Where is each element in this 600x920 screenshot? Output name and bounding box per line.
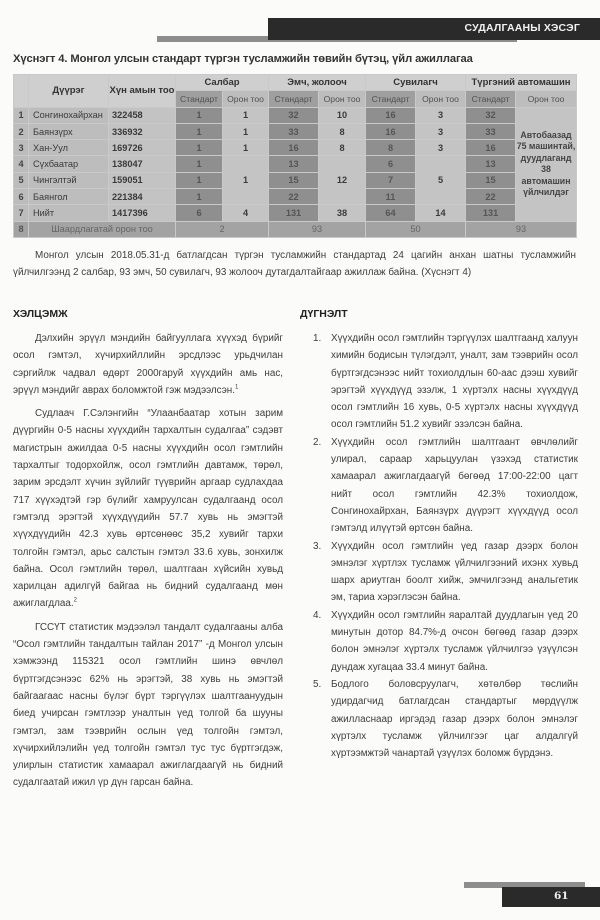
doctor-positions-merged: 12 xyxy=(319,156,366,205)
branch-standard: 6 xyxy=(176,205,223,221)
population-value: 1417396 xyxy=(109,205,176,221)
nurse-standard: 7 xyxy=(366,172,416,188)
item-number: 5. xyxy=(313,678,322,690)
table-row xyxy=(14,189,577,205)
header-index xyxy=(14,75,29,108)
item-text: Хүүхдийн осол гэмтлийн тэргүүлэх шалтгаанд халуун химийн бодисын түлэгдэлт, уналт, зам тээврийн осол бүртгэгдсэнээс нийт тохиолдлын 60-аас дээш хувийг эрэгтэй хүүхдүүд эзэлж, 1 хүртэлх насны хүүхдүүд осол гэмтлийн 16 хувь, 0-5 хүртэлх насны хүүхдүүд осол гэмтлийн 51.2 хувийг эзэлсэн байна. xyxy=(331,333,578,431)
population-value: 336932 xyxy=(109,123,176,139)
nurse-positions: 3 xyxy=(416,107,466,123)
table-row xyxy=(14,156,577,172)
branch-standard: 1 xyxy=(176,123,223,139)
page-number: 61 xyxy=(554,890,569,902)
discussion-paragraph xyxy=(13,405,283,613)
subheader-standard: Стандарт xyxy=(366,91,416,107)
doctor-standard: 15 xyxy=(269,172,319,188)
subheader-positions: Орон тоо xyxy=(516,91,577,107)
subheader-positions: Орон тоо xyxy=(223,91,269,107)
branch-standard: 1 xyxy=(176,189,223,205)
header-population: Хүн амын тоо xyxy=(109,75,176,108)
branch-positions: 4 xyxy=(223,205,269,221)
header-district: Дүүрэг xyxy=(29,75,109,108)
header-doctor-driver: Эмч, жолооч xyxy=(269,75,366,91)
item-text: Хүүхдийн осол гэмтлийн яаралтай дуудлагын үед 20 минутын дотор 84.7%-д очсон бөгөөд газар дээрх болон эмнэлэг хүртэлх тусламж үйлчилгээ үзүүлсэн дундаж хугацаа 33.4 минут байна. xyxy=(331,609,578,673)
nurse-standard: 16 xyxy=(366,123,416,139)
required-label: Шаардлагатай орон тоо xyxy=(29,221,176,237)
item-number: 3. xyxy=(313,540,322,552)
header-nurse: Сувилагч xyxy=(366,75,466,91)
required-doctor: 93 xyxy=(269,221,366,237)
row-index: 5 xyxy=(14,172,29,188)
population-value: 159051 xyxy=(109,172,176,188)
subheader-standard: Стандарт xyxy=(176,91,223,107)
paragraph-text: ГССҮТ статистик мэдээлэл тандалт судалгааны алба “Осол гэмтлийн тандалтын тайлан 2017” -д Монгол улсын хэмжээнд 115321 осол гэмтлийн шинэ өвчлөл бүртгэгдсэнээс 62% нь эрэгтэй, 38 хувь нь эмэгтэй байгаагаас насны бүлэг бүрт тэргүүлэх шалтгаануудын биед учирсан гэмтлээр уналтын үед толгой ба шууны гэмтэл, зам тээврийн ослын үед толгойн гэмтэл, хүчирхийлэлийн үед толгойн гэмтэл тус тус бүртгэгдэж, улирлын статистик хамаарал ажиглагдаагүй нь бидний судалгаатай ижил үр дүн гарсан байна. xyxy=(13,621,283,789)
doctor-positions: 38 xyxy=(319,205,366,221)
branch-standard: 1 xyxy=(176,140,223,156)
nurse-standard: 8 xyxy=(366,140,416,156)
district-name: Баянгол xyxy=(29,189,109,205)
branch-positions: 1 xyxy=(223,107,269,123)
paragraph-text: Судлаач Г.Сэлэнгийн “Улаанбаатар хотын зарим дүүргийн 0-5 насны хүүхдийн тархалтын судалгаа” сэдэвт магистрын ажилдаа 0-5 насны хүүхдийн осол гэмтлийн тархалтыг тодорхойлж, осол гэмтлийн давтамж, төрөл, зарим эрсдэлт хүчин зүйлийг түүврийн аргаар судлахдаа 717 хүүхэдтэй гэр бүлийг хамруулсан судалгаанд осол гэмтэлд эрэгтэй хүүхдүүдийн 57.7 хувь нь эмэгтэй хүүхдүүдийн 42.3 хувь өртсөнөөс 35,2 хувийг тархи толгойн гэмтэл, арьс салстын гэмтэл 33.6 хувь, зонхилж байна. Осол гэмтлийн төрөл, шалтгаан хүйсийн хувьд харилцан адилгүй байгаа нь бидний судалгаанд мөн ажиглагдлаа. xyxy=(13,408,283,610)
ambulance-standard: 22 xyxy=(466,189,516,205)
item-number: 1. xyxy=(313,333,322,344)
footnote-ref: 2 xyxy=(73,598,78,605)
subheader-positions: Орон тоо xyxy=(416,91,466,107)
population-value: 138047 xyxy=(109,156,176,172)
subheader-standard: Стандарт xyxy=(466,91,516,107)
conclusion-item xyxy=(313,434,578,538)
conclusion-list xyxy=(313,330,578,762)
row-index: 2 xyxy=(14,123,29,139)
item-text: Бодлого боловсруулагч, хөтөлбөр төслийн удирдагчид батлагдсан стандартыг мөрдүүлж ажилласнаар иргэдэд газар дээрх болон эмнэлэг хүртэлх тусламж үйлчилгээг цаг алдалгүй хүртээмжтэй чанартай үзүүлэх боломж бүрдэнэ. xyxy=(331,678,578,760)
conclusion-item xyxy=(313,676,578,762)
item-text: Хүүхдийн осол гэмтлийн үед газар дээрх болон эмнэлэг хүртлэх тусламж үйлчилгээний ихэнх хувьд шарх ариутган боолт хийж, эмчилгээнд анальгетик эм, тариа хэрэглэсэн байна. xyxy=(331,540,578,604)
discussion-body xyxy=(13,330,283,798)
doctor-standard: 131 xyxy=(269,205,319,221)
nurse-positions: 3 xyxy=(416,140,466,156)
item-text: Хүүхдийн осол гэмтлийн шалтгаант өвчлөлийг улирал, сараар харьцуулан үзэхэд статистик хамаарал ажиглагдаагүй бөгөөд 17:00-22:00 цагт нийт осол гэмтлийн 42.3% тохиолдож, Сонгинохайрхан, Баянзүрх дүүрэгт хүүхдүүд осол гэмтэлд илүүтэй өртсөн байна. xyxy=(331,436,578,535)
header-branch: Салбар xyxy=(176,75,269,91)
branch-standard: 1 xyxy=(176,107,223,123)
required-branch: 2 xyxy=(176,221,269,237)
branch-positions: 1 xyxy=(223,123,269,139)
discussion-title: ХЭЛЦЭМЖ xyxy=(13,308,68,320)
table-caption: Хүснэгт 4. Монгол улсын стандарт түргэн тусламжийн төвийн бүтэц, үйл ажиллагаа xyxy=(13,53,473,65)
nurse-positions: 14 xyxy=(416,205,466,221)
intro-paragraph: Монгол улсын 2018.05.31-д батлагдсан түргэн тусламжийн стандартад 24 цагийн анхан шатны тусламжийн үйлчилгээнд 2 салбар, 93 эмч, 50 сувилагч, 93 жолооч дутагдалтайгаар ажиллаж байна. (Хүснэгт 4) xyxy=(13,250,576,279)
branch-standard: 1 xyxy=(176,172,223,188)
conclusion-body xyxy=(313,330,578,762)
table-row xyxy=(14,140,577,156)
nurse-standard: 64 xyxy=(366,205,416,221)
population-value: 221384 xyxy=(109,189,176,205)
item-number: 2. xyxy=(313,436,322,448)
population-value: 169726 xyxy=(109,140,176,156)
branch-positions-merged: 1 xyxy=(223,156,269,205)
row-index: 4 xyxy=(14,156,29,172)
nurse-standard: 16 xyxy=(366,107,416,123)
conclusion-item xyxy=(313,330,578,434)
subheader-positions: Орон тоо xyxy=(319,91,366,107)
row-index: 3 xyxy=(14,140,29,156)
row-index: 8 xyxy=(14,221,29,237)
doctor-positions: 10 xyxy=(319,107,366,123)
section-label: СУДАЛГААНЫ ХЭСЭГ xyxy=(464,22,580,34)
ambulance-standard: 131 xyxy=(466,205,516,221)
nurse-positions-merged: 5 xyxy=(416,156,466,205)
branch-positions: 1 xyxy=(223,140,269,156)
doctor-positions: 8 xyxy=(319,123,366,139)
table-header-row xyxy=(14,75,577,91)
ambulance-standard: 33 xyxy=(466,123,516,139)
ambulance-standard: 16 xyxy=(466,140,516,156)
ambulance-standard: 15 xyxy=(466,172,516,188)
district-name: Баянзүрх xyxy=(29,123,109,139)
item-number: 4. xyxy=(313,609,322,621)
district-name: Хан-Уул xyxy=(29,140,109,156)
district-name: Сүхбаатар xyxy=(29,156,109,172)
ambulance-structure-table xyxy=(13,74,577,238)
footer-dark-band xyxy=(502,887,600,907)
conclusion-title: ДҮГНЭЛТ xyxy=(300,308,348,320)
paragraph-text: Дэлхийн эрүүл мэндийн байгууллага хүүхэд бүрийг осол гэмтэл, хүчирхийллийн эрсдлээс урьдчилан сэргийлж чадвал өдөрт 2000гаруй хүүхдийн амь нас, эрүүл мэндийг аврах боломжтой гэж мэдээлсэн. xyxy=(13,333,283,396)
doctor-standard: 16 xyxy=(269,140,319,156)
required-ambulance: 93 xyxy=(466,221,577,237)
table-row xyxy=(14,107,577,123)
ambulance-standard: 13 xyxy=(466,156,516,172)
table-row-total xyxy=(14,205,577,221)
ambulance-standard: 32 xyxy=(466,107,516,123)
table-row xyxy=(14,123,577,139)
row-index: 1 xyxy=(14,107,29,123)
conclusion-item xyxy=(313,607,578,676)
table-row xyxy=(14,172,577,188)
doctor-standard: 33 xyxy=(269,123,319,139)
discussion-paragraph xyxy=(13,330,283,399)
doctor-standard: 13 xyxy=(269,156,319,172)
district-name: Сонгинохайрхан xyxy=(29,107,109,123)
ambulance-positions-note: Автобаазад 75 машинтай, дуудлаганд 38 автомашин үйлчилдэг xyxy=(516,107,577,221)
discussion-paragraph xyxy=(13,619,283,792)
table-row-required xyxy=(14,221,577,237)
nurse-positions: 3 xyxy=(416,123,466,139)
district-name: Чингэлтэй xyxy=(29,172,109,188)
nurse-standard: 11 xyxy=(366,189,416,205)
district-name: Нийт xyxy=(29,205,109,221)
row-index: 6 xyxy=(14,189,29,205)
header-ambulance: Түргэний автомашин xyxy=(466,75,577,91)
branch-standard: 1 xyxy=(176,156,223,172)
conclusion-item xyxy=(313,538,578,607)
nurse-standard: 6 xyxy=(366,156,416,172)
footnote-ref: 1 xyxy=(234,384,239,391)
required-nurse: 50 xyxy=(366,221,466,237)
doctor-standard: 32 xyxy=(269,107,319,123)
row-index: 7 xyxy=(14,205,29,221)
doctor-standard: 22 xyxy=(269,189,319,205)
doctor-positions: 8 xyxy=(319,140,366,156)
population-value: 322458 xyxy=(109,107,176,123)
subheader-standard: Стандарт xyxy=(269,91,319,107)
